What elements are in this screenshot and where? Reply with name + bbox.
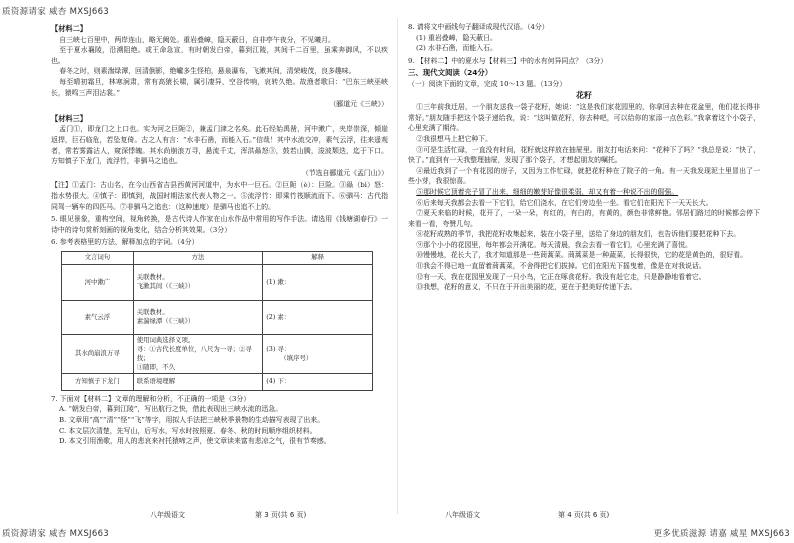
watermark-bottom-right: 更多优质滋源 请嘉 威星 MXSJ663 [653,529,790,539]
article-title: 花籽 [576,90,592,100]
page-divider [397,18,398,514]
question-5: 5. 眼见景象，重构空间，视角转换，是古代诗人作家在山水作品中常用的写作手法。请选用《钱塘湖春行》一诗中的诗句赏析刻画的视角变化，结合分析其效果。（3分） [51,215,388,234]
option-c[interactable]: C. 本文层次清楚，先写山，后写水，写水时按照夏、春冬、秋的时间顺序组织材料。 [59,426,317,435]
article-paragraph: ②我很想马上把它种下。 [416,134,493,143]
table-cell-word: 方知慎子下龙门 [62,373,134,390]
watermark-bottom-left: 质资源请家 威杏 MXSJ663 [2,529,109,539]
article-paragraph: ④最近我到了一个有花园的房子，又因为工作忙碌，就把花籽种在了院子的一角。有一天我发现泥土里冒出了一些小芽，我很惊喜。 [408,166,760,186]
table-cell-method: 使用词典选择义项。 寻：①古代长度单位，八尺为一寻；②寻找； ③随即，不久 [133,334,263,373]
material-two-paragraph: 春冬之时，则素湍绿潭，回清倒影，绝巘多生怪柏，悬泉瀑布，飞漱其间，清荣峻茂，良多趣味。 [59,67,356,76]
footer-page-right: 第 4 页(共 6 页) [558,511,610,519]
table-row [62,300,373,334]
table-header: 方法 [133,251,263,264]
answer-blank[interactable]: (4) 下： [263,373,373,390]
table-row [62,264,373,300]
option-d[interactable]: D. 本文引用渔歌，用人的悲哀来衬托猿啼之声，使文章读来富有悲凉之气，很有节奏感。 [59,437,331,446]
watermark-top-left: 质资源请家 威杏 MXSJ663 [2,7,109,17]
footer-page-left: 第 3 页(共 6 页) [255,511,307,519]
answer-blank[interactable]: (2) 素： [263,300,373,334]
material-three-source: （节选自郦道元《孟门山》） [301,168,388,177]
article-paragraph: ⑥后来每天我都会去看一下它们，给它们浇水，在它们旁边坐一坐。看它们在阳光下一天天长大。 [416,198,713,207]
answer-blank[interactable]: (3) 寻： （填序号） [263,334,373,373]
question-8: 8. 请将文中画线句子翻译成现代汉语。（4分） [408,23,549,31]
article-paragraph-underlined: ⑤那时候它顶着壳子冒了出来，细细的嫩芽好像很柔弱，却又有着一种说不出的倔强。 [416,187,679,196]
annotation-note: 【注】①孟门：古山名，在今山西省吉县西黄河河道中，为水中一巨石。②巨阨（è）：巨险。③赑（bì）怒：指水势很大。④慎子：即慎到，战国时期法家代表人物之一。⑤流浮竹：即乘竹筏顺流而下。⑥驷马：古代指同驾一辆车的四匹马。⑦非驷马之追也：（这种速度）是驷马也追不上的。 [51,181,388,211]
article-paragraph: ⑫有一天，我在花园里发现了一只小鸟，它正在啄食花籽。我没有赶它走，只是静静地看着它。 [416,272,706,281]
footer-subject-left: 八年级语文 [150,511,185,519]
material-three-heading: 【材料三】 [51,113,87,123]
left-page [51,20,388,447]
table-cell-word: 其水尚崩浪万寻 [62,334,134,373]
article-paragraph: ⑦夏天来临的时候，花开了，一朵一朵，有红的，有白的，有黄的，颜色非常鲜艳。邻居们路过的时候都会停下来看一看，夸赞几句。 [408,209,760,228]
table-header: 解释 [263,251,373,264]
question-7: 7. 下面对【材料二】文章的理解和分析，不正确的一项是（3分） [51,394,251,403]
question-8-item: (2) 水非石凿，而能入石。 [416,44,497,53]
material-two-paragraph: 自三峡七百里中，两岸连山，略无阙处。重岩叠嶂，隐天蔽日，自非亭午夜分，不见曦月。 [59,35,335,44]
article-paragraph: ①三年前我迁居，一个朋友送我一袋子花籽，她说：“这是我们家花园里的，你拿回去种在花盆里，他们花长得非常好。”朋友随手把这个袋子递给我，说：“这叫做花籽，你去种吧，可以给你的家添一点色彩。”我拿着这个小袋子，心里充满了期待。 [408,103,760,133]
question-6: 6. 参考表格里的方法，解释加点的字词。（4分） [51,238,199,247]
section-heading: 三、现代文阅读（24分） [408,68,493,78]
material-three-paragraph: 孟门①，即龙门之上口也。实为河之巨阨②，兼孟门津之名矣。此石经始禹凿，河中漱广，夹岸崇深，倾崖返捍，巨石临危，若坠复倚。古之人有言：“水非石凿，而能入石。”信哉！其中水流交冲，素气云浮，往来遥观者，常若雾露沾人，窥深悸魄。其水尚崩浪万寻，悬流千丈，浑洪赑怒③，鼓若山腾，浚波颓迭，迄于下口。方知慎子下龙门，流浮竹，非驷马之追也。 [51,125,388,166]
material-two-paragraph: 每至晴初霜旦，林寒涧肃，常有高猿长啸，属引凄异，空谷传响，哀转久绝。故渔者歌曰：“巴东三峡巫峡长，猿鸣三声泪沾裳。” [51,77,388,97]
footer-subject-right: 八年级语文 [445,511,480,519]
vocab-table [61,251,373,391]
table-cell-method: 关联教材。 素湍绿潭（《三峡》） [133,300,263,334]
article-paragraph: ⑩慢慢地，花长大了，我才知道那是一些茼蒿菜。茼蒿菜是一种蔬菜，长得很快，它的花是黄色的，很好看。 [416,251,748,260]
article-paragraph: ⑬我想，花籽的意义，不只在于开出美丽的花，更在于把美好传递下去。 [416,283,637,292]
section-subheading: （一）阅读下面的文章，完成 10～13 题。（13分） [408,79,567,88]
table-row [62,334,373,373]
article-paragraph: ⑧花籽成熟的季节，我把花籽收集起来，装在小袋子里，送给了身边的朋友们，也告诉他们要把花种下去。 [416,230,741,239]
material-two-source: （郦道元《三峡》） [329,100,388,109]
article-paragraph: ⑨那个小小的花园里，每年都会开满花。每天清晨，我会去看一看它们，心里充满了喜悦。 [416,240,692,249]
option-b[interactable]: B. 文章用“高”“清”“怪”“飞”等字，用拟人手法把三峡秋季景物的生动描写表现了出来。 [59,416,325,425]
table-row [62,373,373,390]
material-two-heading: 【材料二】 [51,24,87,33]
material-two-paragraph: 至于夏水襄陵，沿溯阻绝。或王命急宣，有时朝发白帝，暮到江陵，其间千二百里，虽乘奔御风，不以疾也。 [51,46,388,65]
option-a[interactable]: A. “朝发白帝，暮到江陵”，写出航行之快，借此表现出三峡水流的迅急。 [59,405,283,414]
article-paragraph: ⑪我会不得已地一直留着茼蒿菜，不舍得把它们拔掉。它们在阳光下摇曳着，像是在对我说话。 [416,262,706,271]
question-8-item: (1) 重岩叠嶂，隐天蔽日。 [416,33,497,42]
table-cell-word: 河中漱广 [62,264,134,300]
table-cell-word: 素气云浮 [62,300,134,334]
answer-blank[interactable]: (1) 漱： [263,264,373,300]
table-cell-method: 联系语境理解 [133,373,263,390]
right-page [408,20,760,293]
article-paragraph: ③可是生活忙碌，一直没有时间，花籽就这样放在抽屉里。朋友打电话来问：“花种下了吗？”我总是说：“快了，快了。”直到有一天我整理抽屉，发现了那个袋子，才想起朋友的嘱托。 [408,145,760,165]
question-9: 9. 【材料二】中的夏水与【材料三】中的水有何异同点？（3分） [408,56,608,65]
table-cell-method: 关联教材。 飞漱其间（《三峡》） [133,264,263,300]
table-header: 文言词句 [62,251,134,264]
